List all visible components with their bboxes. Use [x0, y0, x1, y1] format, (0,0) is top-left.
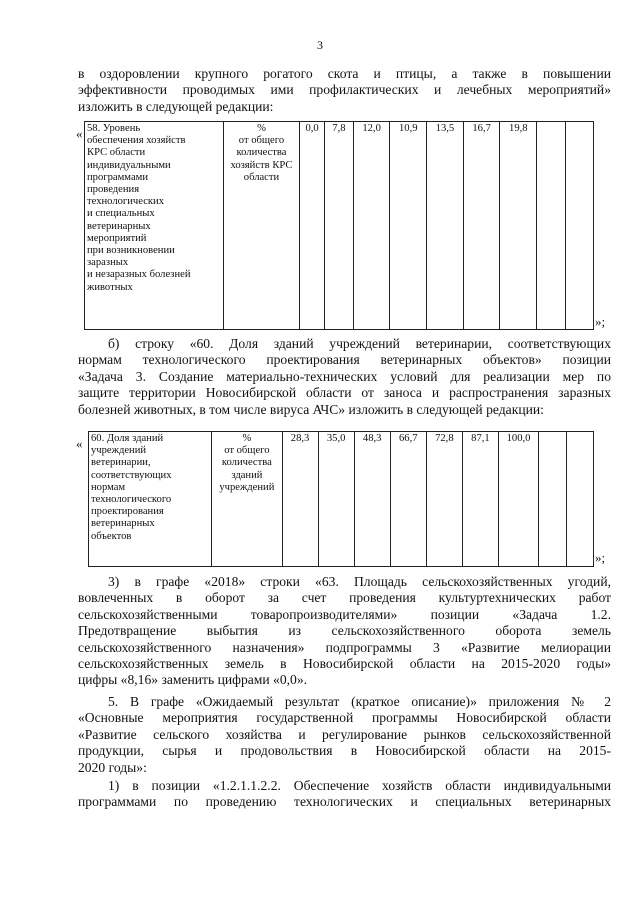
unit-line: от общего: [224, 445, 270, 457]
indicator-name-line: ветеринарных: [87, 220, 151, 232]
value-cell: 87,1: [462, 432, 498, 567]
text-line: защите территории Новосибирской области от заноса и распространения заразных: [78, 385, 611, 401]
indicator-table-60: [88, 431, 594, 567]
indicator-name-line: учреждений: [91, 445, 147, 457]
indicator-name-line: 58. Уровень: [87, 123, 141, 134]
text-line: «Задача 3. Создание материально-технических условий для реализации мер по: [78, 368, 611, 384]
paragraph-3: [78, 574, 611, 689]
paragraph-b: [78, 336, 611, 418]
indicator-name-line: мероприятий: [87, 232, 147, 244]
indicator-name-line: проектирования: [91, 506, 164, 518]
text-line: сельскохозяйственными товаропроизводителями» позиции «Задача 1.2.: [78, 606, 611, 622]
open-quote: «: [76, 436, 83, 451]
value-cell: 66,7: [390, 432, 426, 567]
indicator-name-line: при возникновении: [87, 245, 175, 257]
value-cell: 13,5: [427, 122, 464, 330]
indicator-name-line: обеспечения хозяйств: [87, 135, 186, 147]
indicator-name-line: нормам: [91, 481, 126, 493]
unit-line: количества: [236, 147, 287, 159]
indicator-name-line: технологического: [91, 494, 172, 506]
value-cell: 19,8: [500, 122, 537, 330]
indicator-name-line: проведения: [87, 184, 140, 196]
indicator-name-line: КРС области: [87, 147, 146, 159]
value-cell: [537, 122, 565, 330]
indicator-name-line: соответствующих: [91, 469, 172, 481]
unit-line: зданий: [231, 469, 263, 481]
close-quote: »;: [595, 314, 606, 329]
close-quote: »;: [595, 550, 606, 565]
value-cell: 12,0: [353, 122, 390, 330]
unit-line: %: [242, 433, 252, 444]
indicator-name-line: и незаразных болезней: [87, 269, 191, 281]
value-cell: 48,3: [354, 432, 390, 567]
text-line: сельскохозяйственных земель в Новосибирской области на 2015-2020 годы»: [78, 656, 611, 672]
unit-line: области: [243, 171, 280, 183]
text-line: в оздоровлении крупного рогатого скота и птицы, а также в повышении: [78, 66, 611, 81]
unit-line: %: [257, 123, 266, 134]
text-line: Предотвращение выбытия из сельскохозяйственного оборота земель: [78, 623, 611, 639]
value-cell: [565, 122, 593, 330]
paragraph-5: [78, 694, 611, 776]
indicator-name-line: объектов: [91, 530, 132, 542]
text-line: сельскохозяйственного назначения» подпрограммы 3 «Развитие мелиорации: [78, 639, 611, 655]
text-line: 5. В графе «Ожидаемый результат (краткое описание)» приложения № 2: [108, 694, 611, 709]
indicator-name-line: 60. Доля зданий: [91, 433, 164, 444]
indicator-name-cell: [89, 432, 212, 567]
unit-line: учреждений: [219, 481, 275, 493]
value-cell: 7,8: [325, 122, 354, 330]
text-line: изложить в следующей редакции:: [78, 98, 274, 114]
indicator-name-line: технологических: [87, 196, 165, 208]
text-line: «Основные мероприятия государственной программы Новосибирской области: [78, 710, 611, 726]
paragraph-intro: [78, 66, 611, 115]
value-cell: 28,3: [282, 432, 318, 567]
value-cell: 10,9: [390, 122, 427, 330]
value-cell: 0,0: [300, 122, 325, 330]
text-line: программами по проведению технологических и специальных ветеринарных: [78, 794, 611, 810]
open-quote: «: [76, 126, 83, 141]
value-cell: [566, 432, 593, 567]
unit-line: количества: [221, 457, 272, 469]
value-cell: 72,8: [426, 432, 462, 567]
unit-line: от общего: [238, 135, 285, 147]
indicator-name-line: и специальных: [87, 208, 155, 220]
value-cell: [539, 432, 566, 567]
indicator-name-line: индивидуальными: [87, 159, 171, 171]
text-line: 1) в позиции «1.2.1.1.2.2. Обеспечение хозяйств области индивидуальными: [108, 778, 611, 793]
text-line: б) строку «60. Доля зданий учреждений ветеринарии, соответствующих: [108, 336, 611, 351]
indicator-name-line: ветеринарных: [91, 518, 155, 530]
indicator-table-58: [84, 121, 594, 330]
indicator-name-line: заразных: [87, 257, 129, 269]
text-line: «Развитие сельского хозяйства и регулирование рынков сельскохозяйственной: [78, 726, 611, 742]
text-line: 2020 годы»:: [78, 759, 147, 775]
value-cell: 35,0: [318, 432, 354, 567]
text-line: 3) в графе «2018» строки «63. Площадь сельскохозяйственных угодий,: [108, 574, 611, 589]
indicator-name-line: ветеринарии,: [91, 457, 151, 469]
unit-cell: [212, 432, 282, 567]
unit-cell: [223, 122, 299, 330]
text-line: болезней животных, в том числе вируса АЧС» изложить в следующей редакции:: [78, 401, 544, 417]
page-number: 3: [317, 38, 323, 52]
indicator-name-line: животных: [87, 281, 133, 293]
value-cell: 100,0: [498, 432, 538, 567]
text-line: нормам технологического проектирования ветеринарных объектов» позиции: [78, 352, 611, 368]
unit-line: хозяйств КРС: [230, 159, 293, 171]
text-line: цифры «8,16» заменить цифрами «0,0».: [78, 672, 308, 688]
text-line: вовлеченных в оборот за счет проведения культуртехнических работ: [78, 590, 611, 606]
value-cell: 16,7: [463, 122, 500, 330]
text-line: продукции, сырья и продовольствия в Новосибирской области на 2015-: [78, 743, 611, 759]
indicator-name-line: программами: [87, 171, 149, 183]
paragraph-1: [78, 778, 611, 811]
indicator-name-cell: [85, 122, 224, 330]
text-line: эффективности проводимых ими профилактических и лечебных мероприятий»: [78, 82, 611, 98]
